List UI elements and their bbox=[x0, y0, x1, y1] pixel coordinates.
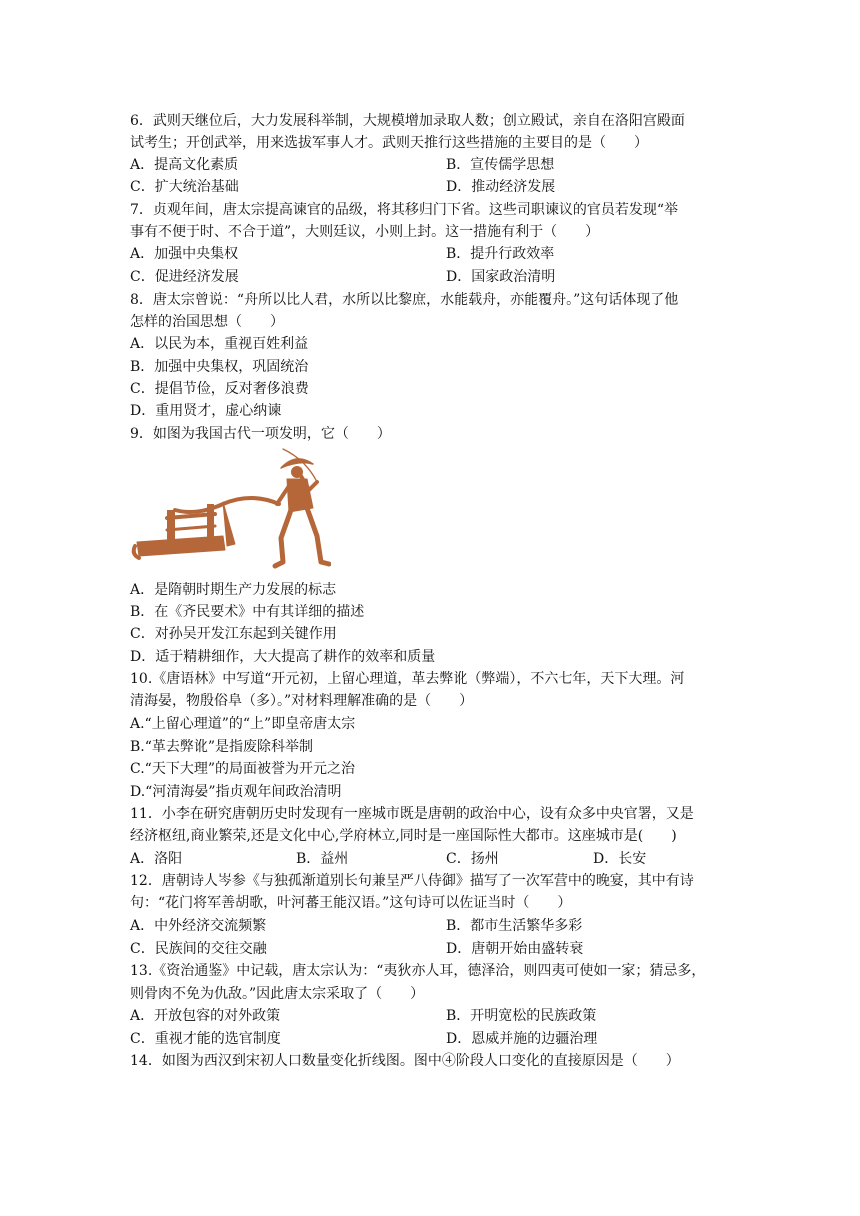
q12-option-a[interactable]: A．中外经济交流频繁 bbox=[130, 918, 267, 934]
curved-shaft-plow-illustration bbox=[131, 446, 331, 572]
q14-stem-line1: 14．如图为西汉到宋初人口数量变化折线图。图中④阶段人口变化的直接原因是（ ） bbox=[130, 1053, 680, 1069]
q13-option-d[interactable]: D．恩威并施的边疆治理 bbox=[446, 1031, 598, 1047]
q8-option-d[interactable]: D．重用贤才，虚心纳谏 bbox=[130, 403, 282, 419]
q12-stem-line1: 12．唐朝诗人岑参《与独孤渐道别长句兼呈严八侍御》描写了一次军营中的晚宴，其中有诗 bbox=[130, 873, 694, 889]
q11-option-d[interactable]: D．长安 bbox=[593, 851, 647, 867]
q6-option-a[interactable]: A．提高文化素质 bbox=[130, 157, 239, 173]
q7-option-d[interactable]: D．国家政治清明 bbox=[446, 269, 556, 285]
q11-option-c[interactable]: C．扬州 bbox=[446, 851, 499, 867]
q8-option-b[interactable]: B．加强中央集权，巩固统治 bbox=[130, 359, 309, 375]
q8-option-c[interactable]: C．提倡节俭，反对奢侈浪费 bbox=[130, 381, 309, 397]
q11-stem-line1: 11．小李在研究唐朝历史时发现有一座城市既是唐朝的政治中心，设有众多中央官署，又是 bbox=[130, 806, 694, 822]
q10-option-a[interactable]: A.“上留心理道”的“上”即皇帝唐太宗 bbox=[130, 716, 356, 732]
q9-option-b[interactable]: B．在《齐民要术》中有其详细的描述 bbox=[130, 604, 365, 620]
q9-option-d[interactable]: D．适于精耕细作，大大提高了耕作的效率和质量 bbox=[130, 649, 436, 665]
q10-option-d[interactable]: D.“河清海晏”指贞观年间政治清明 bbox=[130, 784, 342, 800]
q6-stem-line2: 试考生；开创武举，用来选拔军事人才。武则天推行这些措施的主要目的是（ ） bbox=[130, 135, 648, 151]
q9-option-c[interactable]: C．对孙吴开发江东起到关键作用 bbox=[130, 626, 337, 642]
q6-stem-line1: 6．武则天继位后，大力发展科举制，大规模增加录取人数；创立殿试，亲自在洛阳宫殿面 bbox=[130, 113, 685, 129]
q11-stem-line2: 经济枢纽,商业繁荣,还是文化中心,学府林立,同时是一座国际性大都市。这座城市是( ) bbox=[130, 828, 677, 844]
q12-stem-line2: 句：“花门将军善胡歌，叶河蕃王能汉语。”这句诗可以佐证当时（ ） bbox=[130, 895, 572, 911]
q12-option-c[interactable]: C．民族间的交往交融 bbox=[130, 941, 267, 957]
q6-option-d[interactable]: D．推动经济发展 bbox=[446, 179, 556, 195]
q11-option-a[interactable]: A．洛阳 bbox=[130, 851, 183, 867]
q8-option-a[interactable]: A．以民为本，重视百姓利益 bbox=[130, 336, 309, 352]
q7-option-c[interactable]: C．促进经济发展 bbox=[130, 269, 239, 285]
q9-option-a[interactable]: A．是隋朝时期生产力发展的标志 bbox=[130, 582, 337, 598]
q9-stem-line1: 9．如图为我国古代一项发明，它（ ） bbox=[130, 426, 391, 442]
q13-stem-line2: 则骨肉不免为仇敌。”因此唐太宗采取了（ ） bbox=[130, 986, 425, 1002]
q13-option-b[interactable]: B．开明宽松的民族政策 bbox=[446, 1008, 597, 1024]
q11-option-b[interactable]: B．益州 bbox=[296, 851, 349, 867]
q7-option-b[interactable]: B．提升行政效率 bbox=[446, 246, 555, 262]
q10-stem-line1: 10.《唐语林》中写道“开元初，上留心理道，革去弊讹（弊端），不六七年，天下大理。河 bbox=[130, 671, 685, 687]
q8-stem-line1: 8．唐太宗曾说：“舟所以比人君，水所以比黎庶，水能载舟，亦能覆舟。”这句话体现了他 bbox=[130, 292, 679, 308]
q6-option-c[interactable]: C．扩大统治基础 bbox=[130, 179, 239, 195]
q10-option-b[interactable]: B.“革去弊讹”是指废除科举制 bbox=[130, 739, 314, 755]
q7-option-a[interactable]: A．加强中央集权 bbox=[130, 246, 239, 262]
q6-option-b[interactable]: B．宣传儒学思想 bbox=[446, 157, 555, 173]
q13-option-c[interactable]: C．重视才能的选官制度 bbox=[130, 1031, 281, 1047]
q10-option-c[interactable]: C.“天下大理”的局面被誉为开元之治 bbox=[130, 761, 355, 777]
q13-stem-line1: 13.《资治通鉴》中记载，唐太宗认为：“夷狄亦人耳，德泽洽，则四夷可使如一家；猜忌多， bbox=[130, 963, 706, 979]
q8-stem-line2: 怎样的治国思想（ ） bbox=[130, 314, 284, 330]
q10-stem-line2: 清海晏，物殷俗阜（多）。”对材料理解准确的是（ ） bbox=[130, 693, 474, 709]
q13-option-a[interactable]: A．开放包容的对外政策 bbox=[130, 1008, 281, 1024]
q7-stem-line1: 7．贞观年间，唐太宗提高谏官的品级，将其移归门下省。这些司职谏议的官员若发现“举 bbox=[130, 202, 679, 218]
q7-stem-line2: 事有不便于时、不合于道”，大则廷议，小则上封。这一措施有利于（ ） bbox=[130, 224, 600, 240]
q12-option-d[interactable]: D．唐朝开始由盛转衰 bbox=[446, 941, 584, 957]
q12-option-b[interactable]: B．都市生活繁华多彩 bbox=[446, 918, 583, 934]
